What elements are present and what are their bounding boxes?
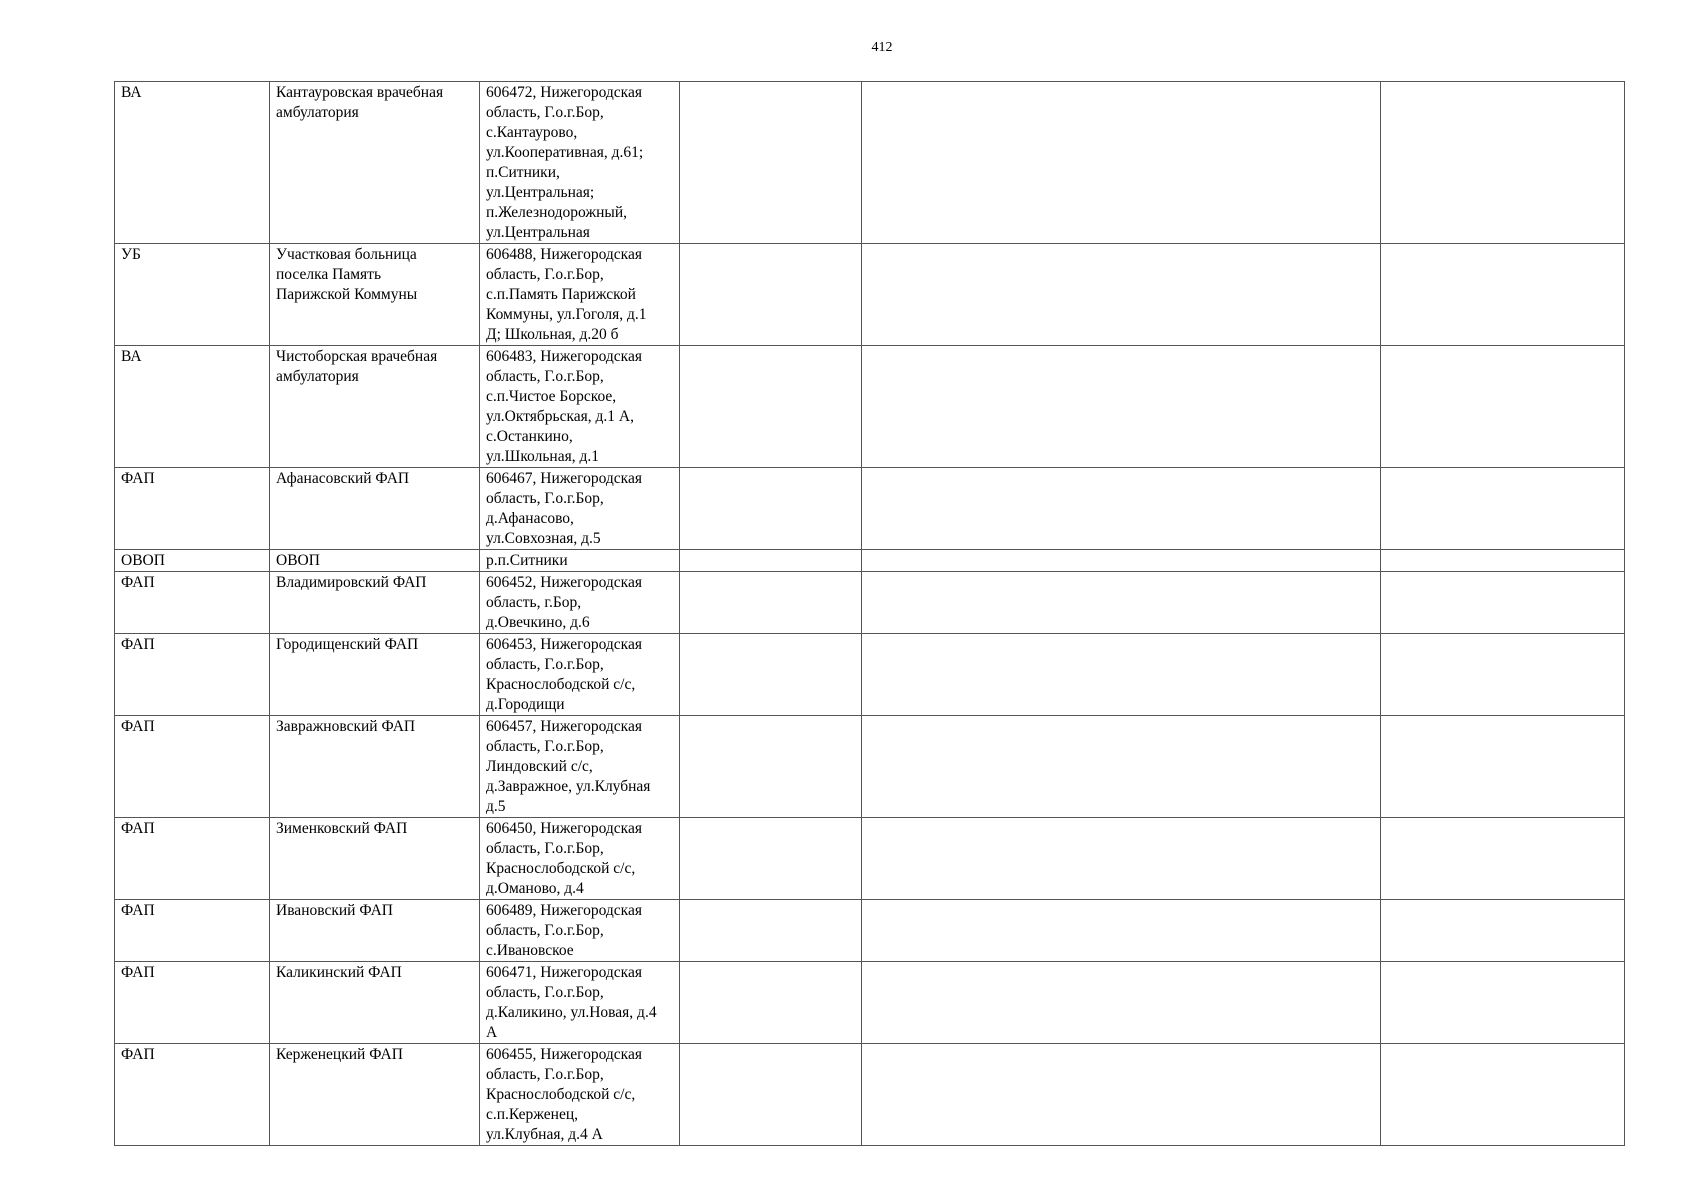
empty-cell-5	[862, 244, 1381, 346]
facility-address-cell	[480, 82, 680, 244]
facility-address-line: Д; Школьная, д.20 б	[486, 326, 619, 343]
facility-address-line: область, Г.о.г.Бор,	[486, 656, 604, 673]
facility-address-line: р.п.Ситники	[486, 552, 568, 569]
facility-address-line: 606453, Нижегородская	[486, 636, 642, 653]
facility-address-line: ул.Центральная	[486, 224, 590, 241]
facility-address-line: с.Ивановское	[486, 942, 574, 959]
facility-name-cell	[270, 346, 480, 468]
empty-cell-4	[680, 634, 862, 716]
empty-cell-6	[1381, 244, 1625, 346]
empty-cell-6	[1381, 818, 1625, 900]
facility-name-line: поселка Память	[276, 266, 382, 283]
facility-address-line: 606489, Нижегородская	[486, 902, 642, 919]
table-row	[115, 962, 1625, 1044]
empty-cell-4	[680, 244, 862, 346]
facility-address-line: область, Г.о.г.Бор,	[486, 840, 604, 857]
facility-address-line: д.Каликино, ул.Новая, д.4	[486, 1004, 657, 1021]
facility-address-cell	[480, 550, 680, 572]
facility-type-cell: ФАП	[115, 818, 270, 900]
table-row	[115, 1044, 1625, 1146]
empty-cell-5	[862, 900, 1381, 962]
empty-cell-5	[862, 550, 1381, 572]
empty-cell-4	[680, 550, 862, 572]
facility-type-cell: ФАП	[115, 716, 270, 818]
facility-name-line: Чистоборская врачебная	[276, 348, 438, 365]
facility-name-cell	[270, 550, 480, 572]
facility-address-line: Линдовский с/с,	[486, 758, 593, 775]
facility-address-line: 606450, Нижегородская	[486, 820, 642, 837]
facility-address-line: д.Овечкино, д.6	[486, 614, 590, 631]
facility-address-line: Краснослободской с/с,	[486, 860, 636, 877]
facility-address-line: с.Останкино,	[486, 428, 573, 445]
facility-name-cell	[270, 962, 480, 1044]
empty-cell-6	[1381, 1044, 1625, 1146]
facility-address-cell	[480, 818, 680, 900]
facility-address-line: ул.Совхозная, д.5	[486, 530, 601, 547]
empty-cell-6	[1381, 716, 1625, 818]
facility-name-cell	[270, 244, 480, 346]
facility-address-line: 606488, Нижегородская	[486, 246, 642, 263]
facility-address-line: ул.Октябрьская, д.1 А,	[486, 408, 634, 425]
empty-cell-5	[862, 468, 1381, 550]
facilities-table	[114, 81, 1625, 1146]
empty-cell-4	[680, 962, 862, 1044]
empty-cell-5	[862, 572, 1381, 634]
facility-address-cell	[480, 346, 680, 468]
facility-name-line: Парижской Коммуны	[276, 286, 418, 303]
facility-address-line: п.Ситники,	[486, 164, 560, 181]
facility-name-cell	[270, 468, 480, 550]
facility-address-cell	[480, 244, 680, 346]
facility-address-line: п.Железнодорожный,	[486, 204, 628, 221]
empty-cell-5	[862, 1044, 1381, 1146]
facility-address-line: 606455, Нижегородская	[486, 1046, 642, 1063]
facility-address-line: д.Городищи	[486, 696, 565, 713]
table-row	[115, 716, 1625, 818]
facility-address-line: Коммуны, ул.Гоголя, д.1	[486, 306, 647, 323]
empty-cell-4	[680, 1044, 862, 1146]
facility-address-cell	[480, 716, 680, 818]
facility-name-cell	[270, 1044, 480, 1146]
empty-cell-6	[1381, 550, 1625, 572]
facility-address-cell	[480, 962, 680, 1044]
facility-name-line: амбулатория	[276, 104, 359, 121]
empty-cell-6	[1381, 468, 1625, 550]
facility-name-line: Участковая больница	[276, 246, 417, 263]
facility-address-line: д.5	[486, 798, 506, 815]
facility-name-line: Керженецкий ФАП	[276, 1046, 403, 1063]
table-row	[115, 550, 1625, 572]
facility-name-cell	[270, 634, 480, 716]
facility-address-line: область, Г.о.г.Бор,	[486, 266, 604, 283]
facility-address-line: 606467, Нижегородская	[486, 470, 642, 487]
facility-address-cell	[480, 468, 680, 550]
facility-address-cell	[480, 900, 680, 962]
empty-cell-4	[680, 468, 862, 550]
facility-address-line: 606457, Нижегородская	[486, 718, 642, 735]
table-row	[115, 346, 1625, 468]
empty-cell-6	[1381, 82, 1625, 244]
facility-type-cell: ФАП	[115, 1044, 270, 1146]
facility-address-line: 606471, Нижегородская	[486, 964, 642, 981]
facility-name-line: Ивановский ФАП	[276, 902, 393, 919]
page-number: 412	[871, 40, 893, 55]
facility-name-line: Городищенский ФАП	[276, 636, 419, 653]
facility-address-line: 606452, Нижегородская	[486, 574, 642, 591]
empty-cell-5	[862, 962, 1381, 1044]
facility-name-cell	[270, 572, 480, 634]
facility-address-line: область, Г.о.г.Бор,	[486, 738, 604, 755]
facility-name-line: амбулатория	[276, 368, 359, 385]
facility-address-line: Краснослободской с/с,	[486, 676, 636, 693]
table-row	[115, 900, 1625, 962]
empty-cell-6	[1381, 572, 1625, 634]
empty-cell-6	[1381, 962, 1625, 1044]
empty-cell-6	[1381, 634, 1625, 716]
facility-type-cell: УБ	[115, 244, 270, 346]
facility-address-line: д.Завражное, ул.Клубная	[486, 778, 651, 795]
facility-name-cell	[270, 818, 480, 900]
facility-name-line: ОВОП	[276, 552, 320, 569]
facility-address-line: область, Г.о.г.Бор,	[486, 1066, 604, 1083]
facility-type-cell: ФАП	[115, 962, 270, 1044]
facility-name-line: Зименковский ФАП	[276, 820, 408, 837]
table-row	[115, 634, 1625, 716]
facility-address-line: А	[486, 1024, 498, 1041]
facility-address-line: область, Г.о.г.Бор,	[486, 984, 604, 1001]
empty-cell-4	[680, 716, 862, 818]
table-row	[115, 572, 1625, 634]
facility-type-cell: ФАП	[115, 900, 270, 962]
facility-address-line: область, Г.о.г.Бор,	[486, 490, 604, 507]
facility-name-cell	[270, 716, 480, 818]
facility-type-cell: ФАП	[115, 634, 270, 716]
table-row	[115, 468, 1625, 550]
facility-address-line: ул.Центральная;	[486, 184, 595, 201]
empty-cell-6	[1381, 900, 1625, 962]
facility-address-line: с.п.Память Парижской	[486, 286, 636, 303]
facility-name-line: Афанасовский ФАП	[276, 470, 410, 487]
facility-address-line: ул.Клубная, д.4 А	[486, 1126, 603, 1143]
facility-type-cell: ОВОП	[115, 550, 270, 572]
facility-address-line: область, Г.о.г.Бор,	[486, 368, 604, 385]
facility-name-line: Каликинский ФАП	[276, 964, 402, 981]
empty-cell-4	[680, 818, 862, 900]
empty-cell-5	[862, 716, 1381, 818]
empty-cell-4	[680, 82, 862, 244]
facility-address-line: область, г.Бор,	[486, 594, 582, 611]
facility-name-line: Завражновский ФАП	[276, 718, 416, 735]
facility-address-cell	[480, 1044, 680, 1146]
facility-address-line: Краснослободской с/с,	[486, 1086, 636, 1103]
facility-type-cell: ВА	[115, 82, 270, 244]
facility-address-line: д.Оманово, д.4	[486, 880, 584, 897]
facility-address-line: 606483, Нижегородская	[486, 348, 642, 365]
empty-cell-4	[680, 572, 862, 634]
facility-address-line: с.п.Керженец,	[486, 1106, 579, 1123]
facility-address-cell	[480, 572, 680, 634]
facility-address-line: ул.Школьная, д.1	[486, 448, 599, 465]
empty-cell-5	[862, 346, 1381, 468]
facility-address-line: с.Кантаурово,	[486, 124, 578, 141]
empty-cell-4	[680, 900, 862, 962]
table-row	[115, 244, 1625, 346]
empty-cell-5	[862, 82, 1381, 244]
facility-address-cell	[480, 634, 680, 716]
empty-cell-5	[862, 818, 1381, 900]
facility-name-cell	[270, 82, 480, 244]
facility-address-line: область, Г.о.г.Бор,	[486, 922, 604, 939]
facility-name-line: Владимировский ФАП	[276, 574, 427, 591]
facility-type-cell: ФАП	[115, 468, 270, 550]
facility-type-cell: ВА	[115, 346, 270, 468]
facility-address-line: ул.Кооперативная, д.61;	[486, 144, 644, 161]
facility-name-cell	[270, 900, 480, 962]
facility-address-line: область, Г.о.г.Бор,	[486, 104, 604, 121]
table-row	[115, 818, 1625, 900]
facility-address-line: с.п.Чистое Борское,	[486, 388, 617, 405]
empty-cell-4	[680, 346, 862, 468]
facility-type-cell: ФАП	[115, 572, 270, 634]
empty-cell-5	[862, 634, 1381, 716]
facility-address-line: 606472, Нижегородская	[486, 84, 642, 101]
facility-address-line: д.Афанасово,	[486, 510, 574, 527]
empty-cell-6	[1381, 346, 1625, 468]
facility-name-line: Кантауровская врачебная	[276, 84, 444, 101]
table-row	[115, 82, 1625, 244]
table-body	[115, 82, 1625, 1146]
